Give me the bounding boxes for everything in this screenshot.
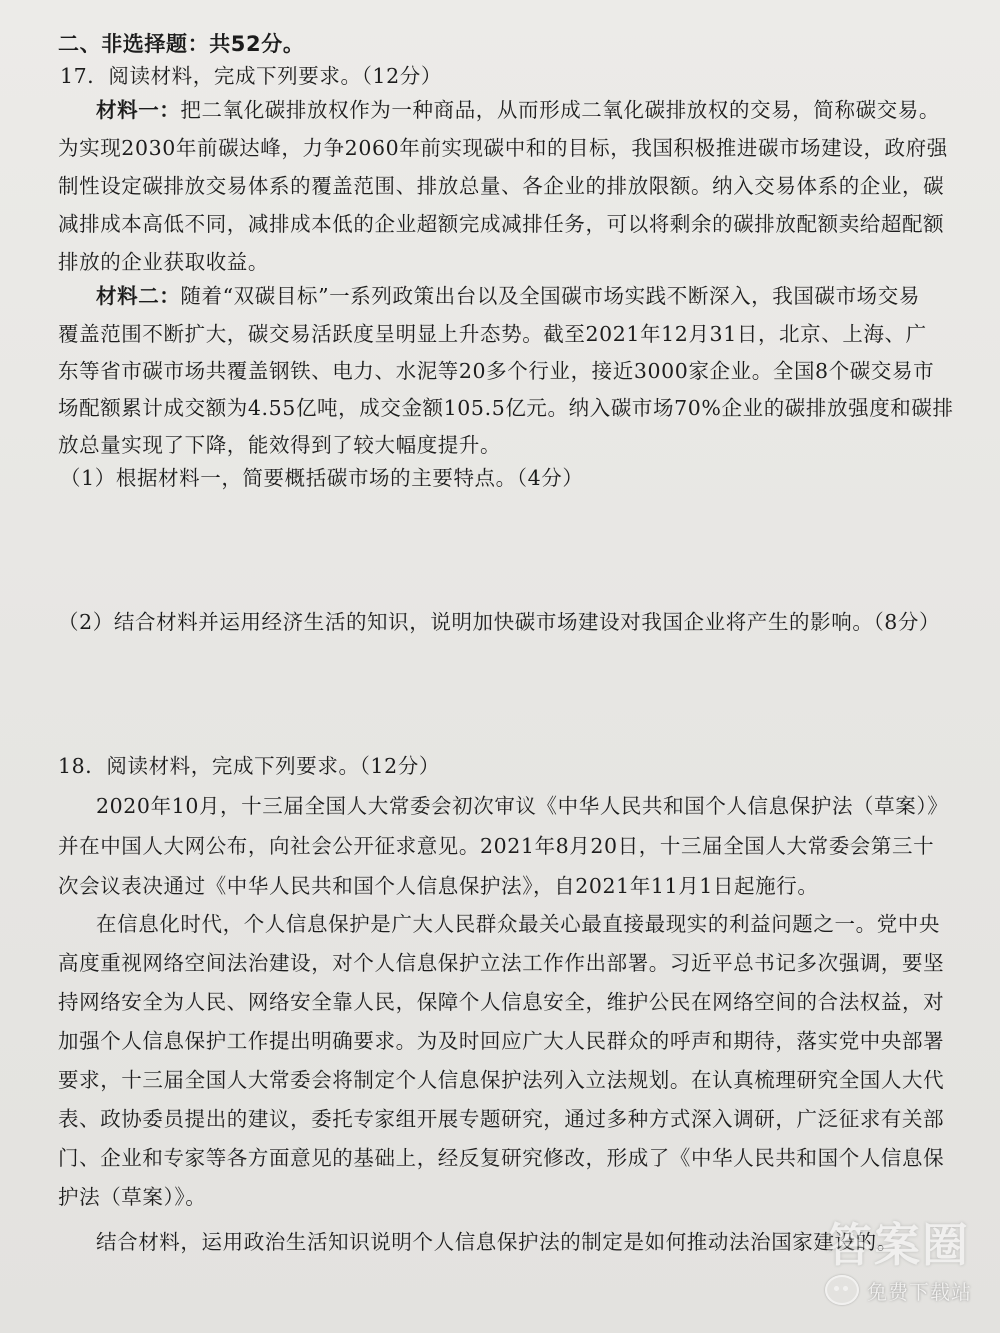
q18-para1-line-1: 2020年10月，十三届全国人大常委会初次审议《中华人民共和国个人信息保护法（草案）》: [96, 794, 949, 818]
q17-material2-line-4: 场配额累计成交额为4.55亿吨，成交金额105.5亿元。纳入碳市场70%企业的碳排放强度和碳排: [58, 396, 954, 420]
q18-para2-line-3: 持网络安全为人民、网络安全靠人民，保障个人信息安全，维护公民在网络空间的合法权益，对: [58, 990, 945, 1014]
wechat-icon: [825, 1275, 859, 1305]
q17-material1-line-2: 为实现2030年前碳达峰，力争2060年前实现碳中和的目标，我国积极推进碳市场建设，政府强: [58, 136, 948, 160]
watermark-logo: 答案圈: [826, 1218, 970, 1272]
q18-para2-line-2: 高度重视网络空间法治建设，对个人信息保护立法工作作出部署。习近平总书记多次强调，要坚: [58, 951, 945, 975]
watermark-text: 免费下载站: [867, 1279, 972, 1304]
q17-subquestion-1: （1）根据材料一，简要概括碳市场的主要特点。（4分）: [60, 466, 584, 490]
q18-para2-line-4: 加强个人信息保护工作提出明确要求。为及时回应广大人民群众的呼声和期待，落实党中央部署: [58, 1029, 945, 1053]
q17-material2-line-5: 放总量实现了下降，能效得到了较大幅度提升。: [58, 433, 502, 457]
material2-label: 材料二：: [96, 284, 181, 308]
q17-material1-line-3: 制性设定碳排放交易体系的覆盖范围、排放总量、各企业的排放限额。纳入交易体系的企业，碳: [58, 174, 945, 198]
q18-para2-line-1: 在信息化时代，个人信息保护是广大人民群众最关心最直接最现实的利益问题之一。党中央: [96, 912, 940, 936]
q18-para1-line-3: 次会议表决通过《中华人民共和国个人信息保护法》，自2021年11月1日起施行。: [58, 874, 819, 898]
q17-material1-line-1: 材料一：把二氧化碳排放权作为一种商品，从而形成二氧化碳排放权的交易，简称碳交易。: [96, 98, 941, 122]
watermark: [825, 1275, 972, 1305]
q18-prompt: 结合材料，运用政治生活知识说明个人信息保护法的制定是如何推动法治国家建设的。: [96, 1230, 898, 1254]
q17-material2-line-1: 材料二：随着“双碳目标”一系列政策出台以及全国碳市场实践不断深入，我国碳市场交易: [96, 284, 920, 308]
q17-material1-line-4: 减排成本高低不同，减排成本低的企业超额完成减排任务，可以将剩余的碳排放配额卖给超配额: [58, 212, 945, 236]
q17-title: 17．阅读材料，完成下列要求。（12分）: [60, 64, 442, 88]
q18-para2-line-5: 要求，十三届全国人大常委会将制定个人信息保护法列入立法规划。在认真梳理研究全国人大代: [58, 1068, 945, 1092]
section-heading: 二、非选择题：共52分。: [58, 32, 305, 56]
q18-para1-line-2: 并在中国人大网公布，向社会公开征求意见。2021年8月20日，十三届全国人大常委会第三十: [58, 834, 935, 858]
material1-label: 材料一：: [96, 98, 181, 122]
q18-para2-line-8: 护法（草案）》。: [58, 1185, 207, 1209]
q17-material2-line-2: 覆盖范围不断扩大，碳交易活跃度呈明显上升态势。截至2021年12月31日，北京、上海、广: [58, 322, 927, 346]
q17-subquestion-2: （2）结合材料并运用经济生活的知识，说明加快碳市场建设对我国企业将产生的影响。（8分）: [58, 610, 941, 634]
q17-material2-line-3: 东等省市碳市场共覆盖钢铁、电力、水泥等20多个行业，接近3000家企业。全国8个碳交易市: [58, 359, 935, 383]
q18-title: 18．阅读材料，完成下列要求。（12分）: [58, 754, 440, 778]
q18-para2-line-6: 表、政协委员提出的建议，委托专家组开展专题研究，通过多种方式深入调研，广泛征求有关部: [58, 1107, 945, 1131]
q17-material1-line-5: 排放的企业获取收益。: [58, 250, 269, 274]
q18-para2-line-7: 门、企业和专家等各方面意见的基础上，经反复研究修改，形成了《中华人民共和国个人信息保: [58, 1146, 945, 1170]
